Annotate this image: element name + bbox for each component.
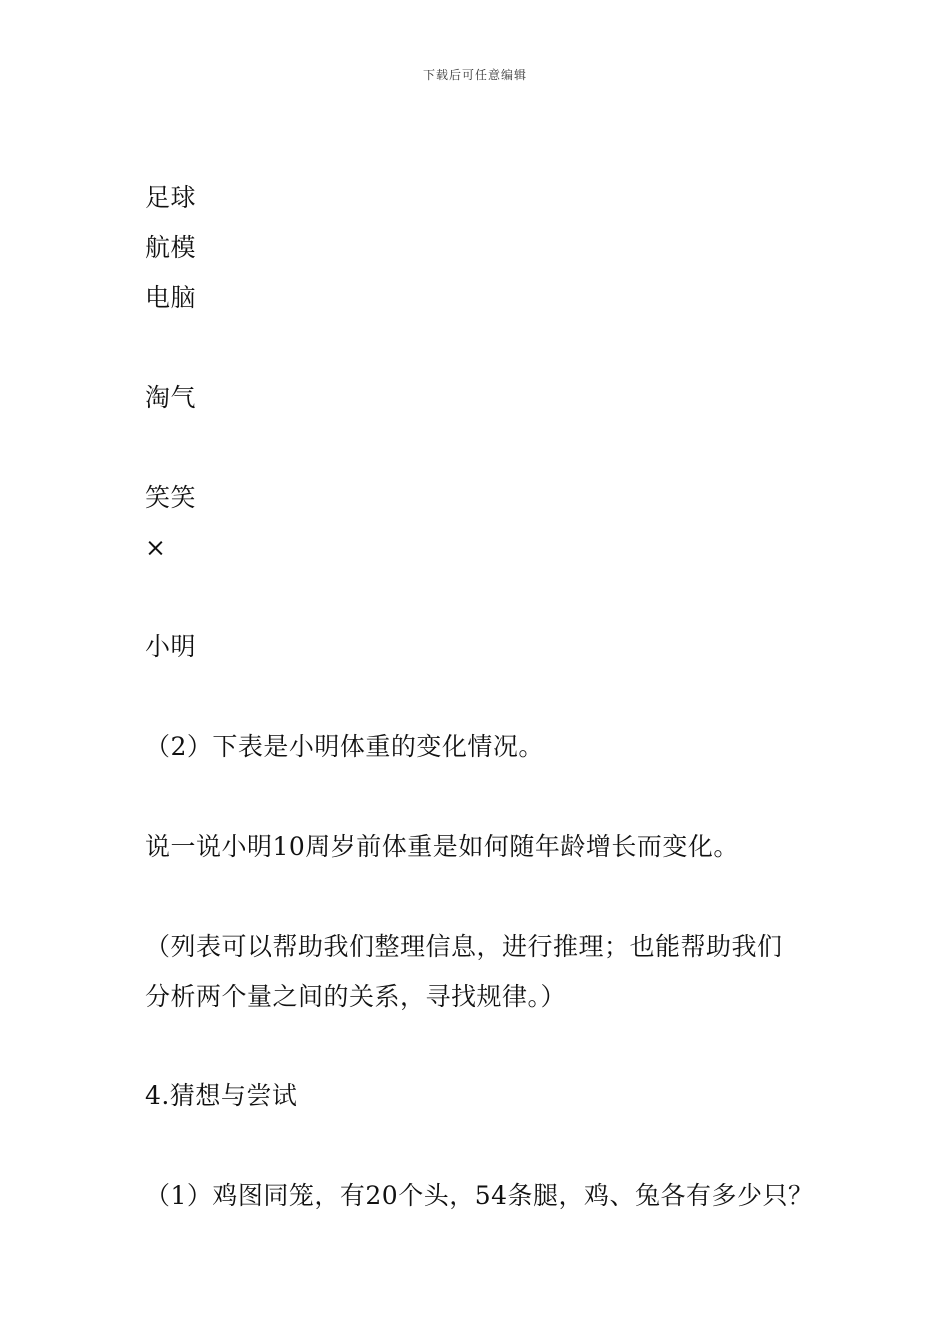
text-line-xiaoxiao: 笑笑: [145, 483, 197, 512]
text-line-model-aircraft: 航模: [145, 233, 197, 262]
text-line-note-part2: 分析两个量之间的关系，寻找规律。）: [145, 982, 567, 1011]
text-line-taoqi: 淘气: [145, 383, 197, 412]
text-line-computer: 电脑: [145, 283, 197, 312]
text-line-cross-mark: ×: [145, 533, 167, 562]
section-heading-guess-and-try: 4.猜想与尝试: [145, 1081, 298, 1110]
text-line-note-part1: （列表可以帮助我们整理信息，进行推理；也能帮助我们: [145, 932, 783, 961]
text-line-weight-change: 说一说小明10周岁前体重是如何随年龄增长而变化。: [145, 832, 739, 861]
text-line-question-2: （2）下表是小明体重的变化情况。: [145, 732, 544, 761]
text-line-xiaoming: 小明: [145, 632, 197, 661]
text-line-football: 足球: [145, 183, 197, 212]
text-line-question-1: （1）鸡图同笼，有20个头，54条腿，鸡、兔各有多少只？: [145, 1181, 814, 1210]
page-header: 下载后可任意编辑: [422, 68, 527, 82]
